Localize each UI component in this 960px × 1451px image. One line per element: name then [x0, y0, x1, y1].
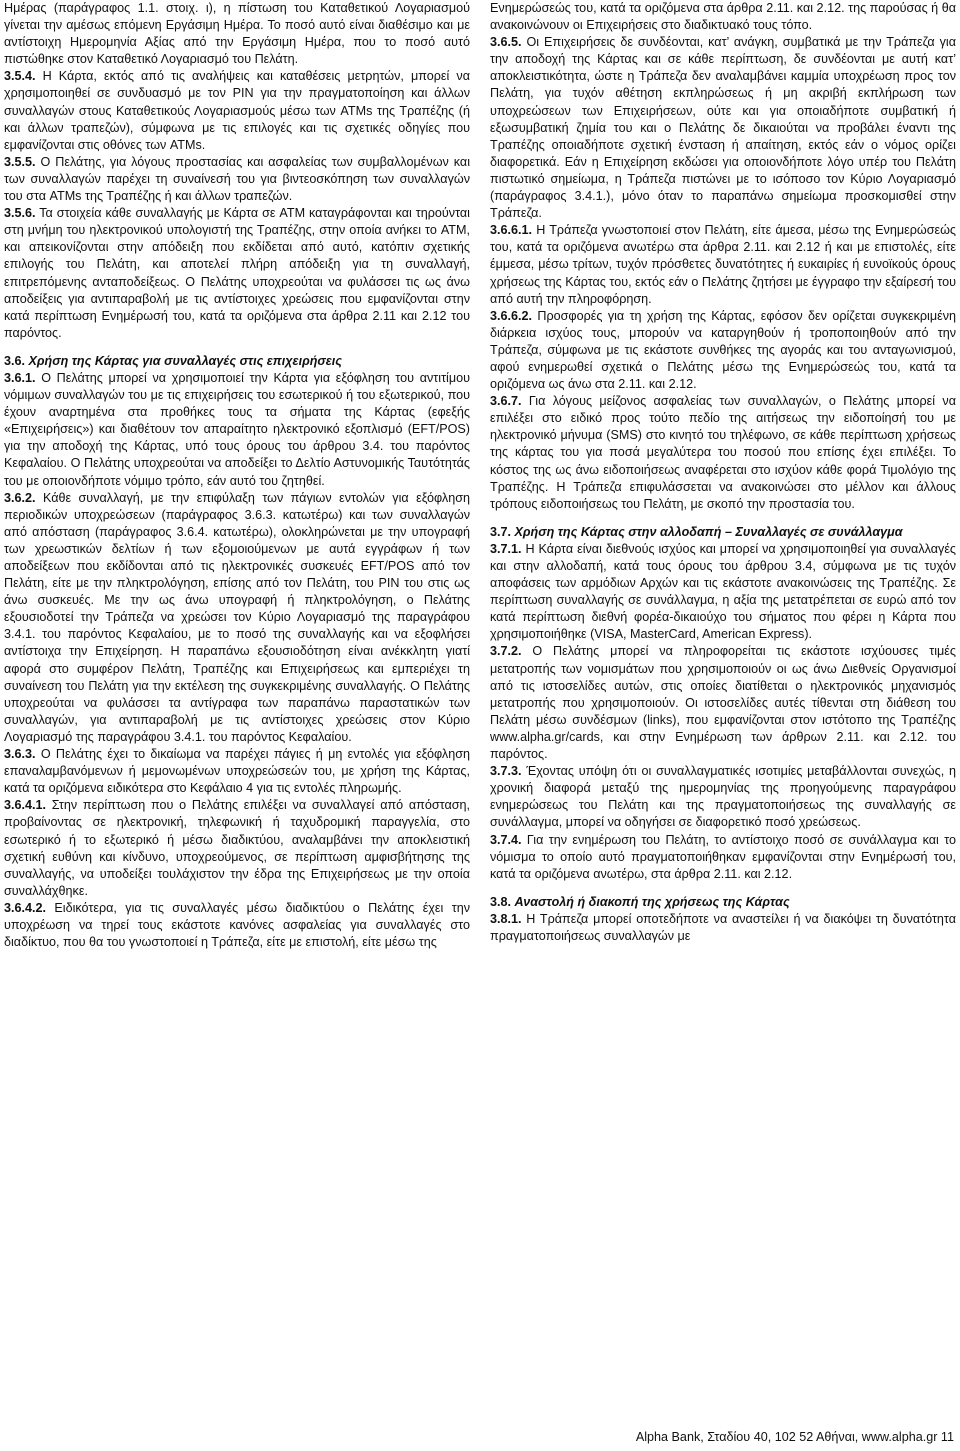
- paragraph: [4, 490, 470, 746]
- paragraph-text: Ο Πελάτης μπορεί να πληροφορείται τις εκάστοτε ισχύουσες τιμές μετατροπής των νομισμάτων που χρησιμοποιούν οι ως άνω Διεθνείς Οργανισμοί από τις ιστοσελίδες αυτών, στις οποίες διατίθεται ο ηλεκτρονικός μηχανισμός μετατροπής που χρησιμοποιούν. Οι ιστοσελίδες αυτές τίθενται στη διάθεση του Πελάτη μέσω συνδέσμων (links), που εμφανίζονται στον ιστότοπο της Τραπέζης www.alpha.gr/cards, και στην Ενημέρωση των άρθρων 2.11. και 2.12. του παρόντος.: [490, 644, 956, 762]
- paragraph-number: 3.8.: [490, 894, 512, 909]
- paragraph-text: Ο Πελάτης, για λόγους προστασίας και ασφαλείας των συμβαλλομένων και των συναλλαγών παρέχει τη συναίνεσή του για βιντεοσκόπηση των συναλλαγών του στα ATMs της Τραπέζης ή και άλλων τραπεζών.: [4, 154, 471, 204]
- paragraph-text: Τα στοιχεία κάθε συναλλαγής με Κάρτα σε ATM καταγράφονται και τηρούνται στη μνήμη του ηλεκτρονικού υπολογιστή της Τραπέζης, στην οποία ανήκει το ATM, και απεικονίζονται στην απόδειξη που εκδίδεται από αυτό, κατόπιν σχετικής επιλογής του Πελάτη, και αποτελεί πλήρη απόδειξη για τη συναλλαγή, επιτρεπόμενης ανταποδείξεως. Ο Πελάτης υποχρεούται να φυλάσσει τις ως άνω αποδείξεις για αντιπαραβολή με τις αντίστοιχες χρεώσεις που εμφανίζονται στην κατά περίπτωση Ενημέρωσή του, κατά τα οριζόμενα στα άρθρα 2.11 και 2.12 του παρόντος.: [4, 206, 470, 340]
- paragraph: [4, 746, 470, 797]
- paragraph: [4, 154, 470, 205]
- paragraph-number: 3.7.: [490, 524, 512, 539]
- paragraph: [490, 911, 956, 945]
- paragraph-number: 3.6.3.: [4, 747, 36, 762]
- paragraph-text: Στην περίπτωση που ο Πελάτης επιλέξει να συναλλαγεί από απόσταση, προβαίνοντας σε ηλεκτρονική, τηλεφωνική ή ταχυδρομική παραγγελία, στο εσωτερικό ή το εξωτερικό ή μέσω διαδικτύου, αναλαμβάνει την αποκλειστική σχετική ευθύνη και κίνδυνο, υποχρεούμενος, σε περίπτωση αμφισβήτησης της συναλλαγής, να υποδείξει τουλάχιστον την έδρα της Επιχειρήσεως με την οποία συναλλάχθηκε.: [4, 798, 471, 898]
- paragraph: [4, 0, 470, 68]
- page-number: 11: [940, 1430, 954, 1444]
- paragraph-number: 3.7.2.: [490, 644, 522, 659]
- paragraph-text: Ο Πελάτης μπορεί να χρησιμοποιεί την Κάρτα για εξόφληση του αντιτίμου νόμιμων συναλλαγών του με τις επιχειρήσεις του εσωτερικού ή του εξωτερικού, που έχουν αναρτημένα στα προθήκες τους τα σήματα της Κάρτας (εφεξής «Επιχειρήσεις») και διαθέτουν τον απαραίτητο ηλεκτρονικό εξοπλισμό (EFT/POS) για την αποδοχή της Κάρτας, υπό τους όρους του άρθρου 3.4. του παρόντος Κεφαλαίου. Ο Πελάτης υποχρεούται να αποδείξει το Δελτίο Αστυνομικής Ταυτότητάς του με οποιονδήποτε νόμιμο τρόπο, εάν αυτό του ζητηθεί.: [4, 370, 470, 488]
- section-heading: [4, 353, 470, 370]
- paragraph-number: 3.8.1.: [490, 911, 522, 926]
- paragraph-text: Η Κάρτα, εκτός από τις αναλήψεις και καταθέσεις μετρητών, μπορεί να χρησιμοποιηθεί σε συνδυασμό με τον PIN για την πραγματοποίηση και άλλων συναλλαγών στους Καταθετικούς Λογαριασμούς μέσω των ATMs της Τραπέζης (ή και άλλων τραπεζών), σύμφωνα με τις επιλογές και τις σχετικές οδηγίες που εμφανίζονται στις οθόνες των ATMs.: [4, 69, 471, 152]
- paragraph: [490, 308, 956, 393]
- paragraph-text: Για λόγους μείζονος ασφαλείας των συναλλαγών, ο Πελάτης μπορεί να επιλέξει στο ειδικό προς τούτο πεδίο της αιτήσεως την ειδοποίησή του με ηλεκτρονικό μήνυμα (SMS) στο κινητό του τηλέφωνο, σε κάθε περίπτωση χρήσεως της κάρτας του για ποσά μεγαλύτερα του ποσού που επίσης έχει επιλέξει. Το κόστος της ως άνω ειδοποιήσεως αναφέρεται στο ισχύον κάθε φορά Τιμολόγιο της Τραπέζης. Η Τράπεζα επιφυλάσσεται να ανακοινώσει στο μέλλον και άλλους τρόπους ειδοποιήσεως του Πελάτη, με σκοπό την προστασία του.: [490, 394, 957, 511]
- paragraph: [490, 34, 956, 222]
- paragraph-number: 3.5.5.: [4, 154, 36, 169]
- section-heading: [490, 524, 956, 541]
- paragraph-number: 3.6.5.: [490, 35, 522, 50]
- paragraph-number: 3.6.2.: [4, 490, 36, 505]
- paragraph: [490, 393, 956, 513]
- right-text-column: [490, 0, 956, 945]
- paragraph-number: 3.6.7.: [490, 394, 522, 409]
- paragraph-text: Ειδικότερα, για τις συναλλαγές μέσω διαδικτύου ο Πελάτης έχει την υποχρέωση να τηρεί τους εκάστοτε κανόνες ασφαλείας για συναλλαγές στο διαδίκτυο, που θα του γνωστοποιεί η Τράπεζα, είτε με επιστολή, είτε μέσω της: [4, 900, 470, 950]
- paragraph-number: 3.7.3.: [490, 764, 522, 779]
- paragraph: [4, 205, 470, 342]
- section-heading-text: Χρήση της Κάρτας για συναλλαγές στις επιχειρήσεις: [28, 353, 342, 368]
- paragraph-text: Για την ενημέρωση του Πελάτη, το αντίστοιχο ποσό σε συνάλλαγμα και το νόμισμα το οποίο αυτό πραγματοποιήθηκαν εμφανίζονται στην Ενημέρωσή του, κατά τα οριζόμενα ανωτέρω, στα άρθρα 2.11. και 2.12.: [490, 832, 957, 881]
- footer-address: Alpha Bank, Σταδίου 40, 102 52 Αθήναι, www.alpha.gr: [635, 1430, 938, 1444]
- paragraph: [490, 0, 956, 34]
- paragraph-number: 3.5.4.: [4, 69, 36, 84]
- paragraph: [490, 763, 956, 831]
- paragraph-number: 3.6.4.1.: [4, 798, 47, 813]
- section-heading: [490, 894, 956, 911]
- paragraph-number: 3.6.6.1.: [490, 223, 533, 238]
- paragraph-number: 3.6.: [4, 353, 26, 368]
- paragraph: [490, 643, 956, 763]
- section-heading-text: Αναστολή ή διακοπή της χρήσεως της Κάρτας: [514, 894, 790, 909]
- paragraph-number: 3.7.1.: [490, 541, 522, 556]
- paragraph-text: Έχοντας υπόψη ότι οι συναλλαγματικές ισοτιμίες μεταβάλλονται συνεχώς, η χρονική διαφορά μεταξύ της ημερομηνίας της προηγούμενης παραγράφου ενημερώσεως του Πελάτη και της πραγματοποιήσεως της συναλλαγής σε συνάλλαγμα, μπορεί να οδηγήσει σε διαφορετικό ποσό χρεώσεως.: [490, 764, 957, 830]
- paragraph-text: Η Τράπεζα γνωστοποιεί στον Πελάτη, είτε άμεσα, μέσω της Ενημερώσεώς του, κατά τα οριζόμενα ανωτέρω στα άρθρα 2.11. και 2.12 ή και με επιστολές, είτε έμμεσα, μέσω τρίτων, τυχόν πρόσθετες δυνατότητες ή ευκαιρίες ή ευνοϊκούς όρους χρήσεως της Κάρτας του, εκτός εάν ο Πελάτης ζητήσει με έγγραφο την εξαίρεσή του από αυτή την πληροφόρηση.: [490, 223, 957, 306]
- paragraph-text: Ημέρας (παράγραφος 1.1. στοιχ. ι), η πίστωση του Καταθετικού Λογαριασμού γίνεται την αμέσως επόμενη Εργάσιμη Ημέρα. Το ποσό αυτό είναι διαθέσιμο και με αντίστοιχη Ημερομηνία Αξίας από την Εργάσιμη Ημέρα, που το ποσό αυτό πιστώθηκε στον Καταθετικό Λογαριασμό του Πελάτη.: [4, 1, 470, 67]
- paragraph: [490, 222, 956, 307]
- left-text-column: [4, 0, 470, 951]
- paragraph-text: Κάθε συναλλαγή, με την επιφύλαξη των πάγιων εντολών για εξόφληση περιοδικών υποχρεώσεων (παράγραφος 3.6.3. κατωτέρω) και των συναλλαγών από απόσταση (παράγραφος 3.6.4. κατωτέρω), ολοκληρώνεται με την υπογραφή των χρεωστικών δελτίων ή των εξομοιούμενων με αυτά εγγράφων ή των αποδείξεων που εκδίδονται από τις ηλεκτρονικές συσκευές EFT/POS από τον Πελάτη, είτε με την πληκτρολόγηση, επίσης από τον Πελάτη, του PIN του στις ως άνω συσκευές. Με την ως άνω υπογραφή ή πληκτρολόγηση, ο Πελάτης εξουσιοδοτεί την Τράπεζα να χρεώσει τον Κύριο Λογαριασμό της παραγράφου 3.4.1. του παρόντος Κεφαλαίου, με το ποσό της συναλλαγής και να εξοφλήσει αντίστοιχα την Επιχείρηση. Η παραπάνω εξουσιοδότηση είναι ανέκκλητη γιατί αφορά στο συμφέρον Πελάτη, Τραπέζης και Επιχειρήσεως και εμπεριέχει τη συναίνεση του Πελάτη για την εκτέλεση της συγκεκριμένης συναλλαγής. Ο Πελάτης υποχρεούται να φυλάσσει τα αντίγραφα των παραπάνω παραστατικών των συναλλαγών, για αντιπαραβολή με τις αντίστοιχες χρεώσεις στον Κύριο Λογαριασμό της παραγράφου 3.4.1. του παρόντος Κεφαλαίου.: [4, 490, 470, 744]
- paragraph-text: Η Κάρτα είναι διεθνούς ισχύος και μπορεί να χρησιμοποιηθεί για συναλλαγές και στην αλλοδαπή, κατά τους όρους του άρθρου 3.4, σύμφωνα με τις τυχόν αποφάσεις των αρμόδιων Αρχών και τις εκάστοτε ανακοινώσεις της Τραπέζης. Σε περίπτωση συναλλαγής σε συνάλλαγμα, η αξία της μετατρέπεται σε ευρώ από τον κατά περίπτωση διεθνή φορέα-δικαιούχο του σήματος που φέρει η Κάρτα που χρησιμοποιήθηκε (VISA, MasterCard, American Express).: [490, 541, 957, 642]
- paragraph: [4, 370, 470, 490]
- paragraph-text: Ο Πελάτης έχει το δικαίωμα να παρέχει πάγιες ή μη εντολές για εξόφληση επαναλαμβανόμενων ή μεμονωμένων υποχρεώσεών του, με χρήση της Κάρτας, κατά τα οριζόμενα ειδικότερα στο Κεφάλαιο 4 για τις εντολές πληρωμής.: [4, 747, 470, 796]
- paragraph-number: 3.5.6.: [4, 206, 36, 221]
- section-heading-text: Χρήση της Κάρτας στην αλλοδαπή – Συναλλαγές σε συνάλλαγμα: [514, 524, 903, 539]
- paragraph-number: 3.6.1.: [4, 370, 36, 385]
- paragraph-text: Η Τράπεζα μπορεί οποτεδήποτε να αναστείλει ή να διακόψει τη δυνατότητα πραγματοποιήσεως συναλλαγών με: [490, 911, 957, 943]
- page-footer: [636, 1429, 954, 1446]
- paragraph: [490, 832, 956, 883]
- paragraph-text: Οι Επιχειρήσεις δε συνδέονται, κατ’ ανάγκη, συμβατικά με την Τράπεζα για την αποδοχή της Κάρτας και σε κάθε περίπτωση, δε συνδέονται με αυτή κατ’ αποκλειστικότητα, ώστε η Τράπεζα δεν αναλαμβάνει καμμία υποχρέωση προς τον Πελάτη, για τυχόν αθέτηση εκπληρώσεως ή μη ακριβή εκπλήρωση των υποχρεώσεων των Επιχειρήσεων, ούτε και για οποιαδήποτε συμβατική ή εξωσυμβατική ζημία του και ο Πελάτης δε δικαιούται να προβάλει έναντι της Τραπέζης οποιαδήποτε σχετική ένσταση ή απαίτηση, εκτός εάν ο νόμος ορίζει διαφορετικά. Εάν η Επιχείρηση εκδώσει για οποιονδήποτε λόγο υπέρ του Πελάτη πιστωτικό σημείωμα, η Τράπεζα πιστώνει με το ισόποσο τον Κύριο Λογαριασμό (παράγραφος 3.4.1.), μόνο όταν το παραπάνω σημείωμα προσκομισθεί στην Τράπεζα.: [490, 35, 957, 221]
- paragraph: [4, 900, 470, 951]
- paragraph-text: Ενημερώσεώς του, κατά τα οριζόμενα στα άρθρα 2.11. και 2.12. της παρούσας ή θα ανακοινώνουν οι Επιχειρήσεις στο διαδικτυακό τους τόπο.: [490, 1, 956, 33]
- paragraph-text: Προσφορές για τη χρήση της Κάρτας, εφόσον δεν ορίζεται συγκεκριμένη διάρκεια ισχύος τους, μπορούν να καταργηθούν ή τροποποιηθούν από την Τράπεζα, σύμφωνα με τις εκάστοτε συνθήκες της αγοράς και του ανταγωνισμού, αφού ενημερωθεί σχετικά ο Πελάτης μέσω της Ενημερώσεώς του, κατά τα οριζόμενα ως άνω στα 2.11. και 2.12.: [490, 308, 956, 392]
- paragraph-number: 3.6.4.2.: [4, 900, 47, 915]
- paragraph: [490, 541, 956, 644]
- paragraph: [4, 797, 470, 900]
- paragraph: [4, 68, 470, 153]
- paragraph-number: 3.6.6.2.: [490, 308, 533, 323]
- paragraph-number: 3.7.4.: [490, 832, 522, 847]
